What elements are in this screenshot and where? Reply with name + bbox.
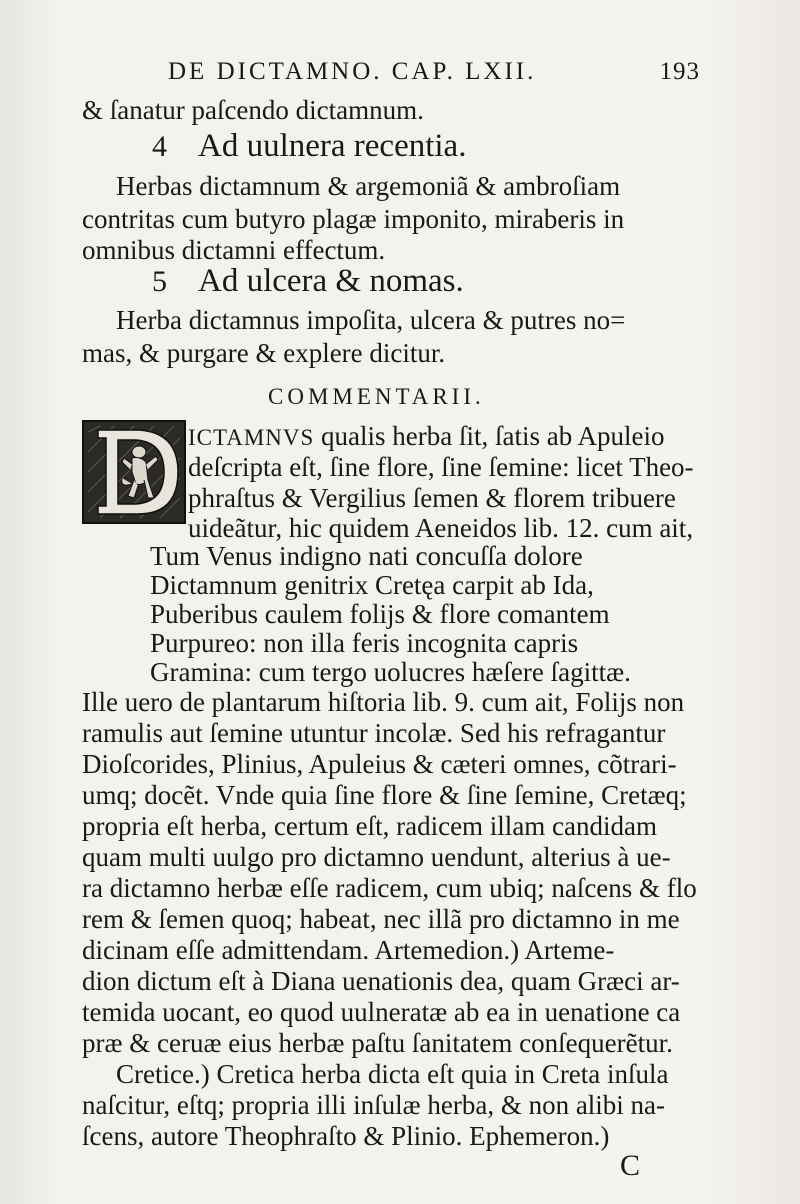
text-line: mas, & purgare & explere dicitur. [82,338,446,368]
text-line: ſcens, autore Theophraſto & Plinio. Ephemeron.) [82,1121,610,1151]
heading-number: 5 [152,265,167,298]
decorated-initial-d [82,420,186,524]
text-line: uideãtur, hic quidem Aeneidos lib. 12. cum ait, [188,513,694,543]
section-heading [152,265,464,298]
heading-text: Ad ulcera & nomas. [198,263,464,299]
text-line: rem & ſemen quoq; habeat, nec illã pro dictamno in me [82,904,680,934]
text-line: ramulis aut ſemine utuntur incolæ. Sed his refragantur [82,718,666,748]
running-title: DE DICTAMNO. CAP. LXII. [168,58,537,85]
verse-line: Dictamnum genitrix Cretęa carpit ab Ida, [150,570,594,600]
text-line: naſcitur, eſtq; propria illi inſulæ herba, & non alibi na- [82,1090,666,1120]
text-line: præ & ceruæ eius herbæ paſtu ſanitatem conſequerẽtur. [82,1028,673,1058]
verse-line: Tum Venus indigno nati concuſſa dolore [150,541,583,571]
text-line: omnibus dictamni effectum. [82,235,386,265]
commentarii-heading: COMMENTARII. [268,384,485,409]
page-header [150,58,710,92]
text-line: umq; docẽt. Vnde quia ſine flore & ſine ſemine, Cretæq; [82,780,687,810]
text-line: Cretice.) Cretica herba dicta eſt quia in Creta inſula [116,1059,669,1089]
text-line: dion dictum eſt à Diana uenationis dea, quam Græci ar- [82,966,680,996]
text-line: temida uocant, eo quod uulneratæ ab ea in uenatione ca [82,997,681,1027]
text-line: Ille uero de plantarum hiſtoria lib. 9. cum ait, Folijs non [82,687,685,717]
text-line: quam multi uulgo pro dictamno uendunt, alterius à ue- [82,842,671,872]
catchword: C [620,1149,641,1182]
commentary-first-line [188,420,664,454]
heading-number: 4 [152,130,167,163]
initial-word: ICTAMNVS [188,425,315,450]
text-line: propria eſt herba, certum eſt, radicem illam candidam [82,811,658,841]
text-line: & ſanatur paſcendo dictamnum. [82,95,424,125]
initial-d-illustration [84,422,184,522]
text-line: contritas cum butyro plagæ imponito, miraberis in [82,204,625,234]
page-number: 193 [659,58,700,85]
text-line: dicinam eſſe admittendam. Artemedion.) Arteme- [82,935,615,965]
text-line: ra dictamno herbæ eſſe radicem, cum ubiq; naſcens & flo [82,873,697,903]
first-line-text: qualis herba ſit, ſatis ab Apuleio [314,421,665,451]
text-line: Herba dictamnus impoſita, ulcera & putres no= [116,305,626,335]
verse-line: Gramina: cum tergo uolucres hæſere ſagittæ. [150,657,631,687]
text-line: deſcripta eſt, ſine flore, ſine ſemine: licet Theo- [188,452,694,482]
verse-line: Puberibus caulem folijs & flore comantem [150,599,610,629]
section-heading [152,130,466,163]
heading-text: Ad uulnera recentia. [198,128,467,164]
text-line: Herbas dictamnum & argemoniã & ambroſiam [116,171,621,201]
verse-line: Purpureo: non illa feris incognita capris [150,628,579,658]
text-line: Dioſcorides, Plinius, Apuleius & cæteri omnes, cõtrari- [82,749,677,779]
text-line: phraſtus & Vergilius ſemen & florem tribuere [188,483,676,513]
